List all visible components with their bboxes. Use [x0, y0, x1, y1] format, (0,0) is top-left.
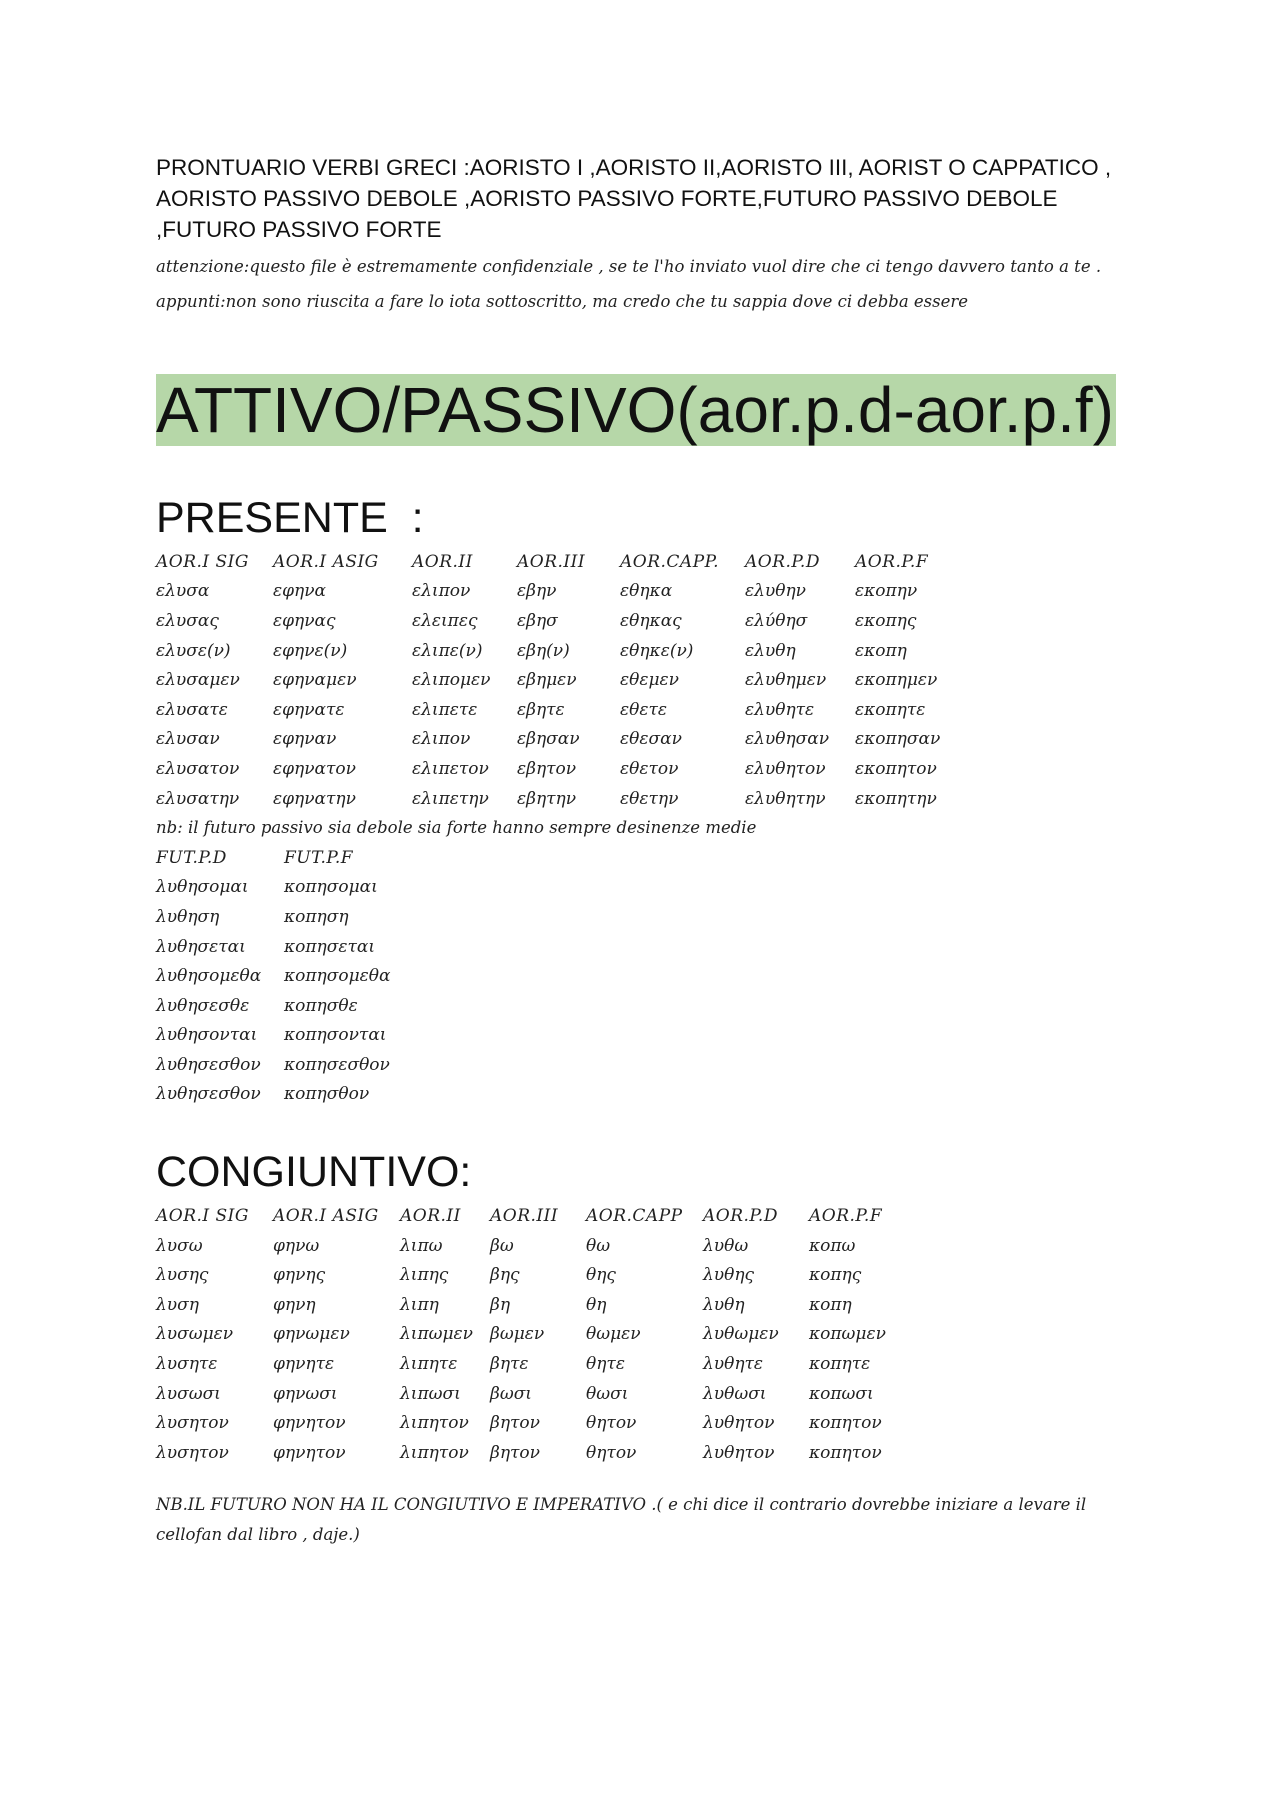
table-cell: βη: [490, 1294, 511, 1315]
table-cell: λιπωμεν: [400, 1324, 473, 1345]
table-cell: ελυσας: [156, 610, 219, 631]
column-header: AOR.CAPP.: [620, 551, 720, 572]
table-cell: εβητην: [517, 788, 577, 809]
table-cell: εβητον: [517, 758, 577, 779]
table-cell: φηνητον: [273, 1442, 346, 1463]
table-row: [156, 1349, 1146, 1379]
table-cell: λιπητον: [400, 1442, 469, 1463]
column-header: AOR.II: [400, 1206, 461, 1227]
table-cell: ελυθητην: [745, 788, 826, 809]
table-cell: λιπωσι: [400, 1383, 461, 1404]
table-cell: λιπητε: [400, 1354, 458, 1375]
table-row: [156, 1080, 1146, 1110]
table-row: [156, 902, 1146, 932]
subjunctive-table: [156, 1201, 1146, 1467]
table-row: [156, 665, 1146, 695]
table-cell: φηνης: [273, 1265, 326, 1286]
table-row: [156, 606, 1146, 636]
table-cell: βητε: [490, 1354, 529, 1375]
table-header-row: [156, 1201, 1146, 1231]
table-cell: κοπητον: [809, 1442, 882, 1463]
column-header: FUT.P.D: [156, 847, 227, 868]
table-cell: φηνω: [273, 1235, 320, 1256]
table-row: [156, 725, 1146, 755]
table-header-row: [156, 547, 1146, 577]
table-cell: εφηνατε: [273, 699, 345, 720]
indicative-table: [156, 547, 1146, 813]
table-cell: λυθησεται: [156, 936, 246, 957]
table-cell: εφηναν: [273, 729, 337, 750]
table-cell: ελιπετε: [412, 699, 478, 720]
table-cell: βω: [490, 1235, 514, 1256]
table-cell: εκοπησαν: [855, 729, 941, 750]
table-cell: λιπω: [400, 1235, 443, 1256]
table-cell: ελιπον: [412, 581, 471, 602]
table-row: [156, 1290, 1146, 1320]
table-row: [156, 754, 1146, 784]
table-cell: εκοπην: [855, 581, 918, 602]
subjunctive-section-title: CONGIUNTIVO:: [156, 1148, 472, 1197]
table-cell: λυθη: [703, 1294, 745, 1315]
table-cell: θωσι: [586, 1383, 629, 1404]
table-cell: λιπη: [400, 1294, 439, 1315]
table-cell: ελιπετην: [412, 788, 489, 809]
table-cell: εκοπητην: [855, 788, 937, 809]
table-row: [156, 1438, 1146, 1468]
table-cell: εκοπη: [855, 640, 907, 661]
final-note: NB.IL FUTURO NON HA IL CONGIUTIVO E IMPERATIVO .( e chi dice il contrario dovrebbe iniziare a levare il cellofan dal libro , daje.): [156, 1494, 1087, 1544]
table-row: [156, 961, 1146, 991]
table-cell: βητον: [490, 1442, 540, 1463]
table-cell: ελυσατον: [156, 758, 240, 779]
column-header: AOR.P.F: [809, 1206, 883, 1227]
table-cell: ελυθητον: [745, 758, 826, 779]
table-cell: εθεσαν: [620, 729, 682, 750]
table-cell: εκοπητον: [855, 758, 937, 779]
table-row: [156, 636, 1146, 666]
table-row: [156, 1320, 1146, 1350]
table-cell: εκοπης: [855, 610, 917, 631]
table-row: [156, 1231, 1146, 1261]
table-cell: ελύθησ: [745, 610, 808, 631]
table-cell: εφηνε(ν): [273, 640, 348, 661]
table-cell: φηνωσι: [273, 1383, 338, 1404]
column-header: AOR.P.D: [703, 1206, 778, 1227]
table-cell: θη: [586, 1294, 607, 1315]
table-cell: εφηναμεν: [273, 670, 357, 691]
table-row: [156, 932, 1146, 962]
table-cell: κοπηση: [284, 906, 349, 927]
column-header: AOR.I SIG: [156, 1206, 249, 1227]
table-cell: κοπωμεν: [809, 1324, 886, 1345]
table-cell: κοπησθον: [284, 1084, 370, 1105]
table-cell: θης: [586, 1265, 616, 1286]
table-cell: βητον: [490, 1413, 540, 1434]
table-cell: λιπητον: [400, 1413, 469, 1434]
table-cell: κοπησεται: [284, 936, 376, 957]
table-row: [156, 695, 1146, 725]
table-cell: εθηκας: [620, 610, 682, 631]
table-cell: λυθωσι: [703, 1383, 767, 1404]
table-cell: εφηνατον: [273, 758, 356, 779]
indicative-section-title: PRESENTE :: [156, 494, 424, 542]
table-cell: εβησ: [517, 610, 558, 631]
table-cell: εθετε: [620, 699, 668, 720]
table-cell: ελυσατε: [156, 699, 228, 720]
table-row: [156, 873, 1146, 903]
table-cell: λυθητε: [703, 1354, 764, 1375]
table-cell: βωμεν: [490, 1324, 545, 1345]
table-row: [156, 784, 1146, 814]
table-cell: λυθηση: [156, 906, 220, 927]
table-cell: θητον: [586, 1413, 637, 1434]
table-cell: ελιπον: [412, 729, 471, 750]
table-cell: εβημεν: [517, 670, 577, 691]
table-cell: θωμεν: [586, 1324, 641, 1345]
table-cell: ελειπες: [412, 610, 478, 631]
table-cell: κοπησεσθον: [284, 1054, 390, 1075]
table-cell: λιπης: [400, 1265, 449, 1286]
table-cell: εβη(ν): [517, 640, 570, 661]
table-cell: εβητε: [517, 699, 565, 720]
table-cell: κοπησθε: [284, 995, 358, 1016]
table-cell: ελιπομεν: [412, 670, 491, 691]
table-cell: λυθησομαι: [156, 877, 249, 898]
table-cell: θητον: [586, 1442, 637, 1463]
table-cell: ελιπε(ν): [412, 640, 483, 661]
table-cell: λυθησονται: [156, 1025, 258, 1046]
table-cell: λυθω: [703, 1235, 749, 1256]
table-cell: εβησαν: [517, 729, 580, 750]
table-cell: ελυσαν: [156, 729, 220, 750]
column-header: FUT.P.F: [284, 847, 354, 868]
table-cell: κοπησομεθα: [284, 966, 391, 987]
table-cell: κοπητον: [809, 1413, 882, 1434]
table-cell: εκοπημεν: [855, 670, 938, 691]
table-cell: ελιπετον: [412, 758, 489, 779]
table-cell: λυσω: [156, 1235, 203, 1256]
table-row: [156, 1379, 1146, 1409]
table-cell: ελυσαμεν: [156, 670, 240, 691]
table-cell: λυσωσι: [156, 1383, 221, 1404]
table-cell: φηνητε: [273, 1354, 335, 1375]
table-cell: θητε: [586, 1354, 625, 1375]
table-cell: εθηκα: [620, 581, 673, 602]
table-cell: εφηνα: [273, 581, 327, 602]
document-title: PRONTUARIO VERBI GRECI :AORISTO I ,AORISTO II,AORISTO III, AORIST O CAPPATICO , AORISTO PASSIVO DEBOLE ,AORISTO PASSIVO FORTE,FUTURO PASSIVO DEBOLE ,FUTURO PASSIVO FORTE: [156, 155, 1112, 242]
table-cell: ελυσε(ν): [156, 640, 231, 661]
table-cell: λυθησεσθον: [156, 1084, 261, 1105]
column-header: AOR.III: [517, 551, 586, 572]
table-cell: ελυσα: [156, 581, 210, 602]
table-cell: εθεμεν: [620, 670, 679, 691]
table-cell: ελυθημεν: [745, 670, 827, 691]
column-header: AOR.P.F: [855, 551, 929, 572]
table-cell: εκοπητε: [855, 699, 926, 720]
table-cell: θω: [586, 1235, 611, 1256]
table-cell: λυση: [156, 1294, 199, 1315]
table-cell: βης: [490, 1265, 520, 1286]
table-cell: ελυθην: [745, 581, 806, 602]
iota-note: appunti:non sono riuscita a fare lo iota sottoscritto, ma credo che tu sappia dove ci debba essere: [156, 292, 969, 311]
column-header: AOR.P.D: [745, 551, 820, 572]
table-cell: κοπησομαι: [284, 877, 378, 898]
table-cell: λυθωμεν: [703, 1324, 779, 1345]
table-cell: κοπητε: [809, 1354, 871, 1375]
table-cell: κοπη: [809, 1294, 852, 1315]
table-row: [156, 991, 1146, 1021]
table-cell: κοπης: [809, 1265, 862, 1286]
table-cell: εβην: [517, 581, 557, 602]
table-row: [156, 1260, 1146, 1290]
table-cell: λυθητον: [703, 1413, 775, 1434]
table-cell: λυσητον: [156, 1413, 229, 1434]
table-row: [156, 1408, 1146, 1438]
table-cell: λυθης: [703, 1265, 755, 1286]
confidential-note: attenzione:questo file è estremamente confidenziale , se te l'ho inviato vuol dire che ci tengo davvero tanto a te .: [156, 257, 1102, 276]
table-cell: εφηνας: [273, 610, 336, 631]
table-cell: λυθησομεθα: [156, 966, 262, 987]
table-cell: εθετον: [620, 758, 679, 779]
table-cell: λυσης: [156, 1265, 209, 1286]
table-row: [156, 1021, 1146, 1051]
document-content: [156, 152, 1146, 1550]
column-header: AOR.I ASIG: [273, 1206, 379, 1227]
column-header: AOR.CAPP: [586, 1206, 683, 1227]
table-cell: εθετην: [620, 788, 679, 809]
column-header: AOR.I ASIG: [273, 551, 379, 572]
table-cell: βωσι: [490, 1383, 532, 1404]
table-cell: λυσωμεν: [156, 1324, 234, 1345]
table-cell: φηνη: [273, 1294, 316, 1315]
table-cell: κοπωσι: [809, 1383, 874, 1404]
table-row: [156, 1050, 1146, 1080]
table-cell: λυσητον: [156, 1442, 229, 1463]
column-header: AOR.I SIG: [156, 551, 249, 572]
table-cell: κοπω: [809, 1235, 856, 1256]
table-cell: φηνητον: [273, 1413, 346, 1434]
table-cell: λυθητον: [703, 1442, 775, 1463]
table-row: [156, 577, 1146, 607]
future-passive-note: nb: il futuro passivo sia debole sia forte hanno sempre desinenze medie: [156, 818, 757, 838]
table-header-row: [156, 843, 1146, 873]
table-cell: ελυθητε: [745, 699, 815, 720]
column-header: AOR.II: [412, 551, 473, 572]
table-cell: λυθησεσθον: [156, 1054, 261, 1075]
table-cell: ελυθη: [745, 640, 796, 661]
table-cell: εθηκε(ν): [620, 640, 694, 661]
table-cell: λυσητε: [156, 1354, 218, 1375]
voice-heading: [156, 367, 1146, 453]
table-cell: λυθησεσθε: [156, 995, 250, 1016]
column-header: AOR.III: [490, 1206, 559, 1227]
voice-heading-highlight: ATTIVO/PASSIVO(aor.p.d-aor.p.f): [156, 374, 1114, 446]
table-cell: εφηνατην: [273, 788, 356, 809]
table-cell: ελυσατην: [156, 788, 240, 809]
table-cell: ελυθησαν: [745, 729, 830, 750]
table-cell: κοπησονται: [284, 1025, 387, 1046]
table-cell: φηνωμεν: [273, 1324, 350, 1345]
future-passive-table: [156, 843, 1146, 1109]
